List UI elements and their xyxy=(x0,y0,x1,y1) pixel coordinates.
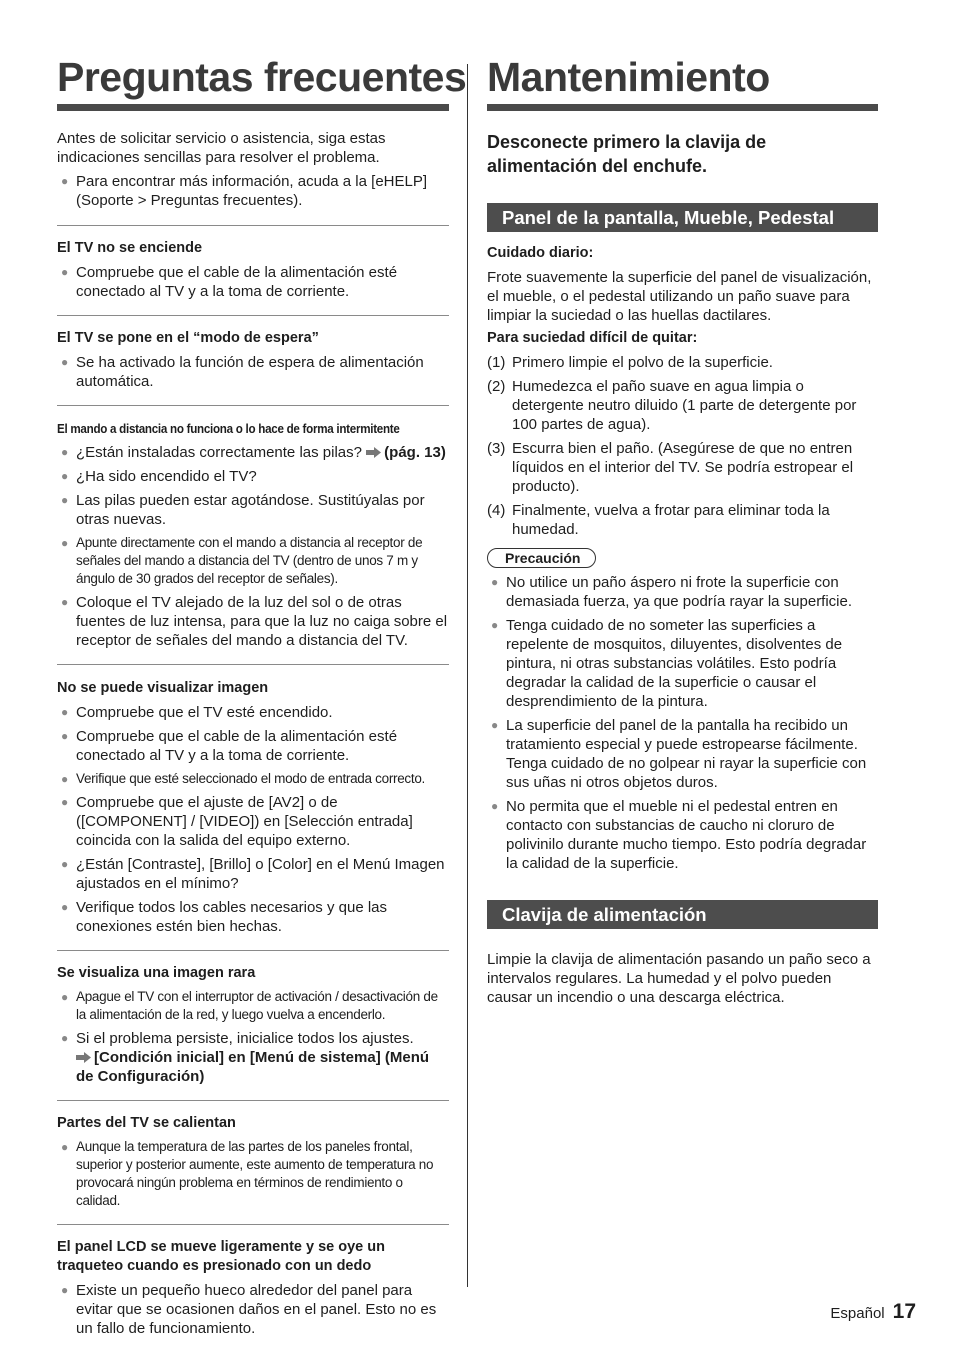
bullet-icon: ● xyxy=(61,729,69,743)
list-item: ● No utilice un paño áspero ni frote la superficie con demasiada fuerza, ya que podría rayar la superficie. xyxy=(491,574,853,610)
divider xyxy=(57,950,449,951)
bullet-icon: ● xyxy=(61,445,69,459)
list-item: ● Para encontrar más información, acuda a la [eHELP] (Soporte > Preguntas frecuentes). xyxy=(61,173,428,209)
bullet-icon: ● xyxy=(61,772,68,786)
list-item: ● ¿Están [Contraste], [Brillo] o [Color] en el Menú Imagen ajustados en el mínimo? xyxy=(61,856,445,892)
numbered-step: (3) Escurra bien el paño. (Asegúrese de que no entren líquidos en el interior del TV. Se podría estropear el producto). xyxy=(487,440,854,495)
list-item: ● Compruebe que el cable de la alimentación esté conectado al TV y a la toma de corriente. xyxy=(61,264,398,300)
bullet-icon: ● xyxy=(61,1031,69,1045)
caution-badge: Precaución xyxy=(487,548,596,568)
list-item: ● Compruebe que el ajuste de [AV2] o de ([COMPONENT] / [VIDEO]) en [Selección entrada] coincida con la salida del equipo externo. xyxy=(61,794,413,849)
title-underline xyxy=(57,104,449,111)
maintenance-title: Mantenimiento xyxy=(487,54,770,100)
section-heading: Partes del TV se calientan xyxy=(57,1115,236,1131)
list-item: ● La superficie del panel de la pantalla ha recibido un tratamiento especial y puede estropearse fácilmente. Tenga cuidado de no golpear ni rayar la superficie con sus uñas ni otros objetos duros. xyxy=(491,717,867,791)
numbered-step: (1) Primero limpie el polvo de la superficie. xyxy=(487,354,773,371)
list-item: ● Si el problema persiste, inicialice todos los ajustes. [Condición inicial] en [Menú de sistema] (Menú de Configuración) xyxy=(61,1030,430,1085)
section-band-panel: Panel de la pantalla, Mueble, Pedestal xyxy=(487,203,878,232)
page-number: 17 xyxy=(892,1300,916,1323)
maintenance-content xyxy=(487,130,878,1007)
footer-language: Español xyxy=(830,1305,885,1322)
bullet-icon: ● xyxy=(61,795,69,809)
title-underline xyxy=(487,104,878,111)
arrow-right-icon xyxy=(366,447,381,458)
daily-care-text: Frote suavemente la superficie del panel de visualización, el mueble, o el pedestal utilizando un paño suave para limpiar la suciedad o las huellas dactilares. xyxy=(487,269,872,324)
section-heading: Para suciedad difícil de quitar: xyxy=(487,330,698,346)
divider xyxy=(57,664,449,665)
plug-text: Limpie la clavija de alimentación pasando un paño seco a intervalos regulares. La humedad y el polvo pueden causar un incendio o una descarga eléctrica. xyxy=(487,951,871,1006)
bullet-icon: ● xyxy=(61,900,69,914)
bullet-icon: ● xyxy=(491,799,499,813)
divider xyxy=(57,315,449,316)
divider xyxy=(57,405,449,406)
faq-title: Preguntas frecuentes xyxy=(57,54,467,100)
bullet-icon: ● xyxy=(61,493,69,507)
list-item: ● Tenga cuidado de no someter las superficies a repelente de mosquitos, diluyentes, disolventes de pintura, ni otras substancias volátiles. Esto podría degradar la calidad de la superficie o causar el desprendimiento de la pintura. xyxy=(491,617,843,710)
list-item: ● No permita que el mueble ni el pedestal entren en contacto con substancias de caucho ni cloruro de polivinilo durante mucho tiempo. Esto podría degradar la calidad de la superficie. xyxy=(491,798,867,872)
section-heading: El TV no se enciende xyxy=(57,240,203,256)
section-heading: Cuidado diario: xyxy=(487,245,594,261)
bullet-icon: ● xyxy=(61,265,69,279)
bullet-icon: ● xyxy=(61,990,68,1004)
bullet-icon: ● xyxy=(61,705,69,719)
bullet-icon: ● xyxy=(491,718,499,732)
numbered-step: (4) Finalmente, vuelva a frotar para eliminar toda la humedad. xyxy=(487,502,830,538)
section-heading: El mando a distancia no funciona o lo hace de forma intermitente xyxy=(57,422,400,436)
divider xyxy=(57,1224,449,1225)
divider xyxy=(57,225,449,226)
menu-reference: [Condición inicial] en [Menú de sistema] (Menú de Configuración) xyxy=(76,1049,430,1085)
page-footer xyxy=(830,1300,916,1324)
section-heading: No se puede visualizar imagen xyxy=(57,680,269,696)
list-item: ● ¿Ha sido encendido el TV? xyxy=(61,468,257,485)
bullet-icon: ● xyxy=(61,355,69,369)
list-item: ● Compruebe que el cable de la alimentación esté conectado al TV y a la toma de corriente. xyxy=(61,728,398,764)
list-item: ● Las pilas pueden estar agotándose. Sustitúyalas por otras nuevas. xyxy=(61,492,425,528)
list-item: ● Aunque la temperatura de las partes de los paneles frontal, superior y posterior aumente, este aumento de temperatura no provocará ningún problema en términos de rendimiento o calidad. xyxy=(61,1139,434,1208)
bullet-icon: ● xyxy=(61,174,69,188)
list-item: ● Verifique que esté seleccionado el modo de entrada correcto. xyxy=(61,771,425,786)
list-item: ● Verifique todos los cables necesarios y que las conexiones estén bien hechas. xyxy=(61,899,388,935)
bullet-icon: ● xyxy=(61,595,69,609)
section-heading: Se visualiza una imagen rara xyxy=(57,965,256,981)
list-item: ● ¿Están instaladas correctamente las pilas? (pág. 13) xyxy=(61,444,446,461)
list-item: ● Coloque el TV alejado de la luz del sol o de otras fuentes de luz intensa, para que la luz no caiga sobre el receptor de señales del mando a distancia del TV. xyxy=(61,594,448,649)
bullet-icon: ● xyxy=(61,469,69,483)
list-item: ● Compruebe que el TV esté encendido. xyxy=(61,704,333,721)
section-heading: El TV se pone en el “modo de espera” xyxy=(57,330,319,346)
list-item: ● Apague el TV con el interruptor de activación / desactivación de la alimentación de la red, y luego vuelva a encenderlo. xyxy=(61,989,438,1022)
section-band-plug: Clavija de alimentación xyxy=(487,900,878,929)
list-item: ● Existe un pequeño hueco alrededor del panel para evitar que se ocasionen daños en el panel. Esto no es un fallo de funcionamiento. xyxy=(61,1282,437,1337)
maintenance-subheading: Desconecte primero la clavija de alimentación del enchufe. xyxy=(487,132,767,176)
list-item: ● Apunte directamente con el mando a distancia al receptor de señales del mando a distancia del TV (dentro de unos 7 m y ángulo de 30 grados del receptor de señales). xyxy=(61,535,423,586)
faq-content xyxy=(57,129,449,1338)
bullet-icon: ● xyxy=(61,1140,68,1154)
section-heading: El panel LCD se mueve ligeramente y se oye un traqueteo cuando es presionado con un dedo xyxy=(57,1239,385,1274)
bullet-icon: ● xyxy=(61,1283,69,1297)
list-item: ● Se ha activado la función de espera de alimentación automática. xyxy=(61,354,424,390)
column-divider xyxy=(467,64,468,1287)
bullet-icon: ● xyxy=(61,857,69,871)
arrow-right-icon xyxy=(76,1052,91,1063)
divider xyxy=(57,1100,449,1101)
bullet-icon: ● xyxy=(491,618,499,632)
bullet-icon: ● xyxy=(491,575,499,589)
bullet-icon: ● xyxy=(61,536,68,550)
faq-intro: Antes de solicitar servicio o asistencia, siga estas indicaciones sencillas para resolver el problema. xyxy=(57,130,386,166)
numbered-step: (2) Humedezca el paño suave en agua limpia o detergente neutro diluido (1 parte de detergente por 100 partes de agua). xyxy=(487,378,857,433)
